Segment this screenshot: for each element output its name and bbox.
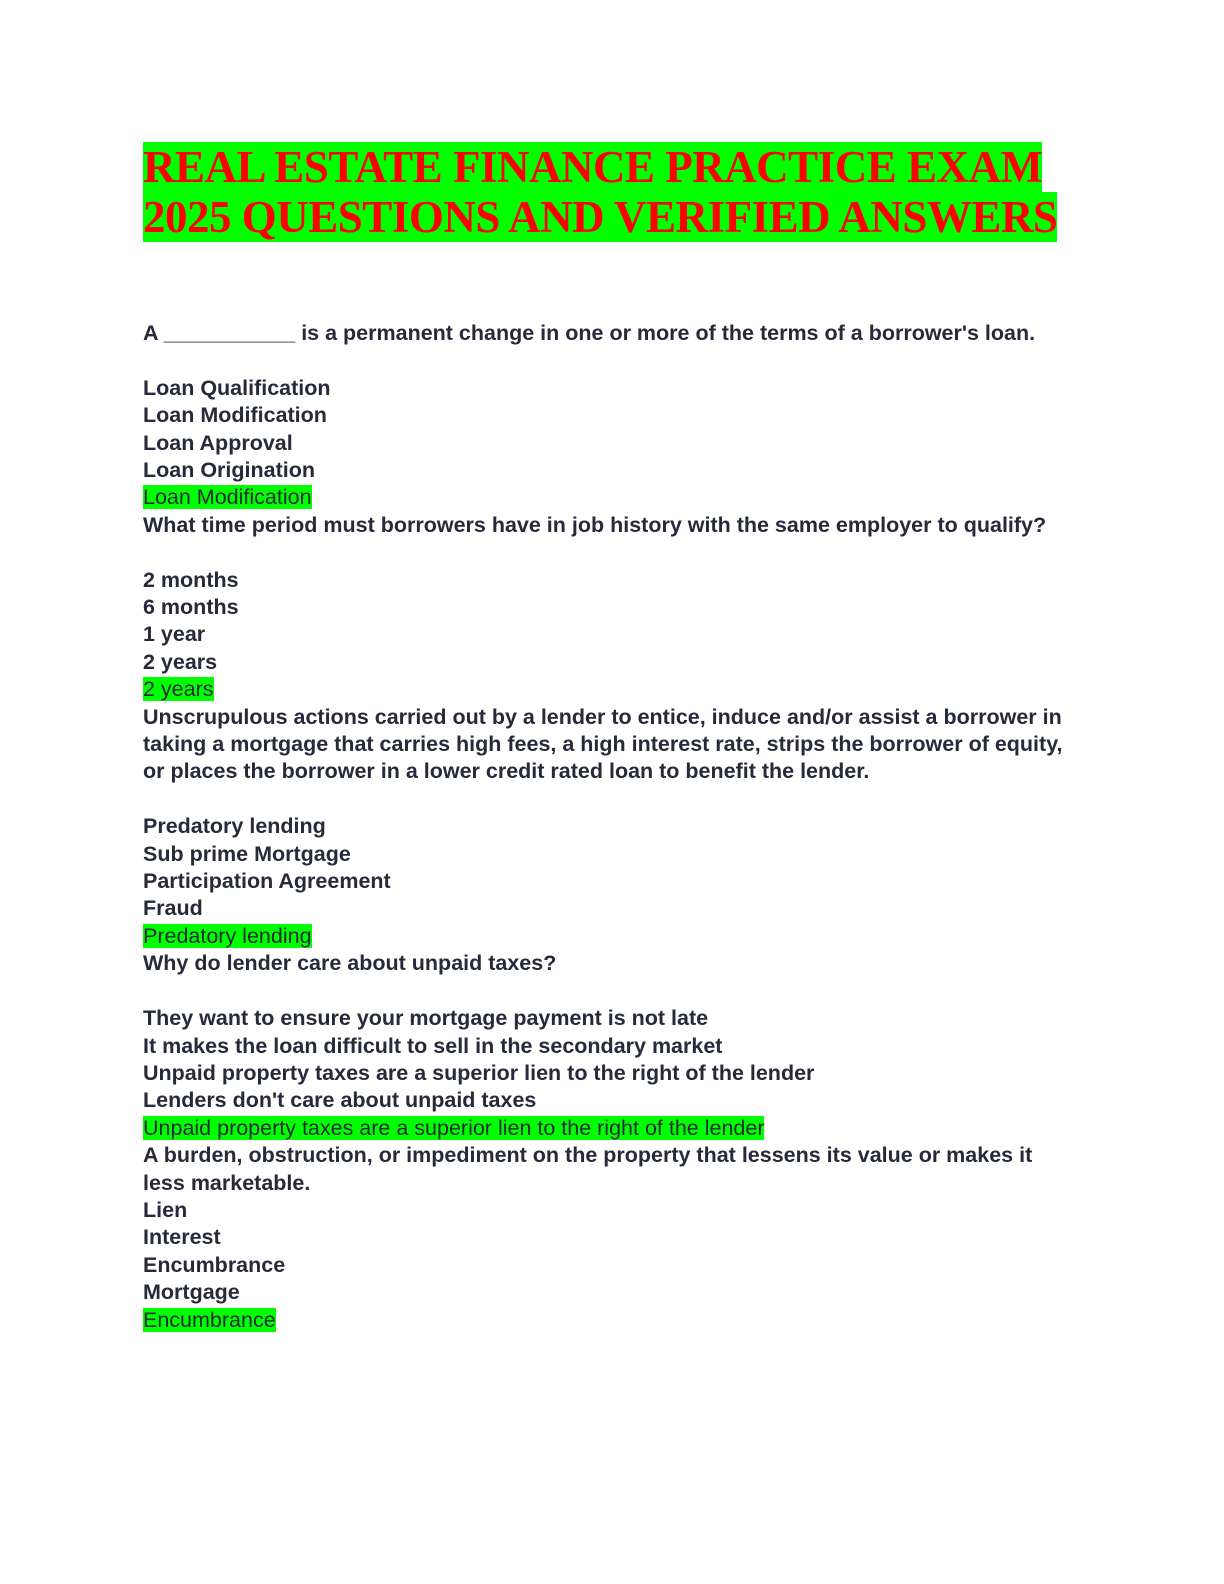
option: Unpaid property taxes are a superior lien to the right of the lender bbox=[143, 1060, 815, 1085]
question-text: Unscrupulous actions carried out by a lender to entice, induce and/or assist a borrower in taking a mortgage that carries high fees, a high interest rate, strips the borrower of equity, or places the borrower in a lower credit rated loan to benefit the lender. bbox=[143, 704, 1063, 784]
option: Loan Origination bbox=[143, 458, 315, 483]
option: Lien bbox=[143, 1197, 188, 1222]
question-block bbox=[143, 320, 1068, 512]
option: Encumbrance bbox=[143, 1252, 286, 1277]
question-text: What time period must borrowers have in job history with the same employer to qualify? bbox=[143, 512, 1047, 537]
option: Lenders don't care about unpaid taxes bbox=[143, 1088, 537, 1113]
option: Participation Agreement bbox=[143, 869, 391, 894]
option: Mortgage bbox=[143, 1280, 240, 1305]
option: 2 years bbox=[143, 649, 218, 674]
answer: Unpaid property taxes are a superior lien to the right of the lender bbox=[143, 1115, 765, 1140]
option: Loan Approval bbox=[143, 430, 293, 455]
question-block bbox=[143, 512, 1068, 704]
option: It makes the loan difficult to sell in the secondary market bbox=[143, 1033, 723, 1058]
answer: 2 years bbox=[143, 677, 214, 702]
answer: Encumbrance bbox=[143, 1307, 276, 1332]
option: Interest bbox=[143, 1225, 221, 1250]
option: Loan Qualification bbox=[143, 375, 331, 400]
option: Predatory lending bbox=[143, 814, 326, 839]
question-text: A burden, obstruction, or impediment on the property that lessens its value or makes it less marketable. bbox=[143, 1143, 1033, 1195]
question-text: Why do lender care about unpaid taxes? bbox=[143, 951, 557, 976]
answer: Loan Modification bbox=[143, 485, 312, 510]
option: 6 months bbox=[143, 595, 239, 620]
question-block bbox=[143, 704, 1068, 951]
option: Loan Modification bbox=[143, 403, 327, 428]
answer: Predatory lending bbox=[143, 923, 312, 948]
document-title: REAL ESTATE FINANCE PRACTICE EXAM 2025 QUESTIONS AND VERIFIED ANSWERS bbox=[143, 142, 1058, 242]
question-text: A ___________ is a permanent change in one or more of the terms of a borrower's loan. bbox=[143, 321, 1036, 345]
option: They want to ensure your mortgage payment is not late bbox=[143, 1006, 709, 1031]
question-block bbox=[143, 1142, 1068, 1334]
option: Fraud bbox=[143, 896, 203, 921]
option: 1 year bbox=[143, 622, 206, 647]
option: Sub prime Mortgage bbox=[143, 841, 351, 866]
question-list bbox=[143, 320, 1068, 1334]
question-block bbox=[143, 950, 1068, 1142]
option: 2 months bbox=[143, 567, 239, 592]
